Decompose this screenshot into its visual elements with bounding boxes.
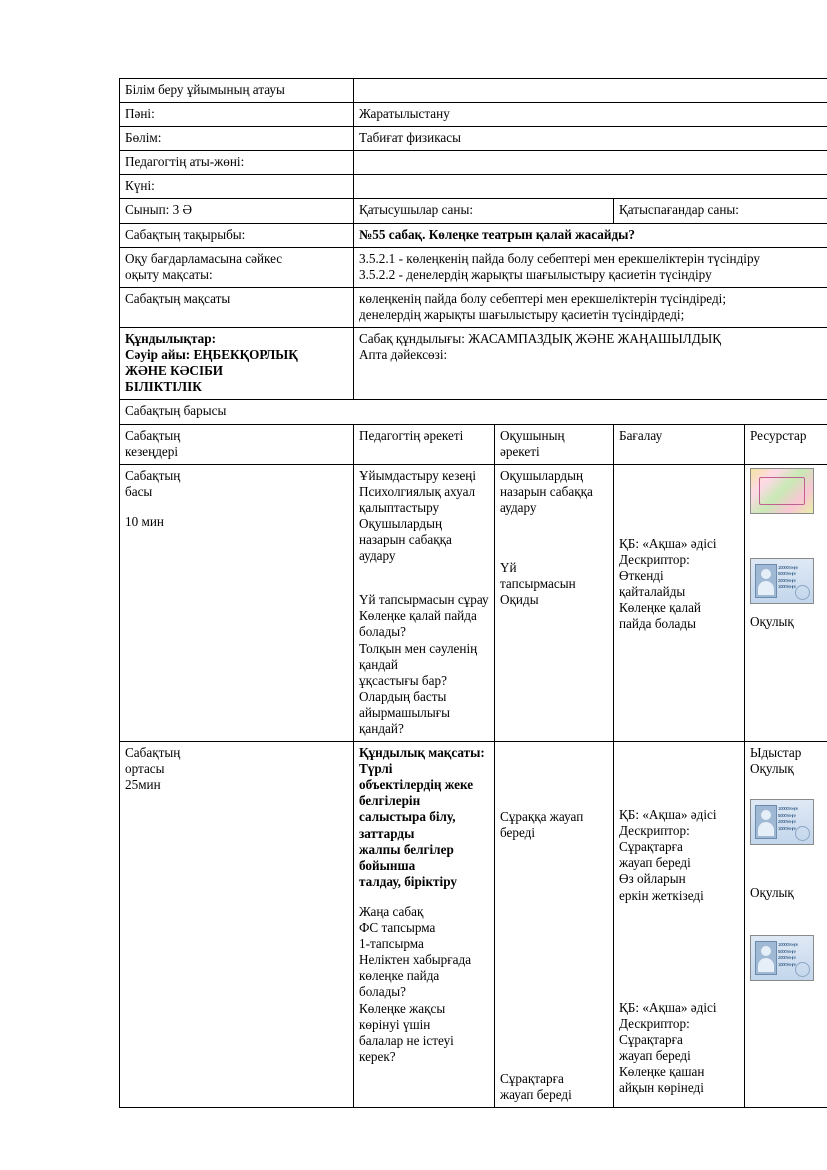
stage-middle-line-1: Сабақтың (125, 745, 181, 761)
teacher-middle-line-5: болады? (359, 984, 406, 1000)
resources-spacer (750, 514, 827, 558)
table-row-lesson-start (120, 464, 827, 741)
table-row-topic (120, 223, 827, 247)
assessment-line-1: ҚБ: «Ақша» әдісі (619, 535, 717, 551)
teacher-cell-middle (354, 742, 495, 1108)
student-line-6: Оқиды (500, 592, 539, 608)
stage-line-1: Сабақтың (125, 467, 181, 483)
denomination-2-4: 1000теңге (778, 825, 796, 831)
student-middle-line-4: жауап береді (500, 1087, 572, 1103)
values-label: Құндылықтар: (125, 331, 216, 347)
denomination-2-2: 5000теңге (778, 812, 796, 818)
denomination-3-1: 10000теңге (778, 942, 798, 948)
table-row-objectives (120, 247, 827, 287)
header-resources: Ресурстар (745, 424, 827, 464)
stage-cell-start (120, 464, 354, 741)
header-teacher-action: Педагогтің әрекеті (354, 424, 495, 464)
student-line-1: Оқушылардың (500, 467, 584, 483)
teacher-bold-line-5: талдау, біріктіру (359, 873, 457, 889)
student-cell-middle (495, 742, 614, 1108)
assessment-line-6: пайда болады (619, 616, 696, 632)
teacher-middle-line-1: Жаңа сабақ (359, 903, 424, 919)
goal-label: Сабақтың мақсаты (120, 287, 354, 327)
denomination-2-3: 2000теңге (778, 819, 796, 825)
table-row-values (120, 328, 827, 400)
week-motto-label: Апта дәйексөзі: (359, 347, 448, 363)
assessment-middle2-line-2: Дескриптор: (619, 1015, 690, 1031)
stage-middle-line-2: ортасы (125, 761, 165, 777)
lesson-value-cell (354, 328, 827, 400)
assessment-middle2-line-6: айқын көрінеді (619, 1080, 704, 1096)
header-student-line-1: Оқушының (500, 427, 565, 443)
table-row-class (120, 199, 827, 223)
student-line-5: тапсырмасын (500, 576, 576, 592)
student-line-2: назарын сабаққа (500, 483, 593, 499)
resource-label-textbook-2: Оқулық (750, 885, 794, 901)
portrait-icon (755, 564, 777, 598)
assessment-middle2-line-4: жауап береді (619, 1047, 691, 1063)
student-spacer (500, 516, 608, 560)
denomination-4: 1000теңге (778, 584, 796, 590)
teacher-value (354, 151, 827, 175)
stage-spacer (125, 500, 348, 514)
assessment-cell-start (614, 464, 745, 741)
subject-value: Жаратылыстану (354, 103, 827, 127)
student-middle-line-2: береді (500, 825, 536, 841)
objectives-value (354, 247, 827, 287)
assessment-middle-spacer-1 (619, 745, 739, 807)
teacher-line-3: Оқушылардың назарын сабаққа (359, 515, 452, 548)
stage-duration: 10 мин (125, 513, 164, 529)
teacher-label: Педагогтің аты-жөні: (120, 151, 354, 175)
teacher-middle-line-2: ФС тапсырма (359, 920, 436, 936)
assessment-line-5: Көлеңке қалай (619, 600, 701, 616)
denomination-2-1: 10000теңге (778, 806, 798, 812)
values-month-line-2: ЖӘНЕ КӘСІБИ (125, 363, 224, 379)
teacher-line-7: Толқын мен сәуленің қандай (359, 640, 478, 672)
resources-middle-spacer-1 (750, 777, 827, 799)
teacher-bold-line-4: жалпы белгілер бойынша (359, 841, 454, 873)
stamp-icon-3 (795, 962, 810, 977)
resources-cell-start (745, 464, 827, 741)
assessment-middle-line-1: ҚБ: «Ақша» әдісі (619, 807, 717, 823)
table-row-progress-title (120, 400, 827, 424)
teacher-bold-line-1: Құндылық мақсаты: Түрлі (359, 745, 485, 777)
resources-middle-spacer-2 (750, 845, 827, 885)
table-row-subject (120, 103, 827, 127)
teacher-bold-line-2: объектілердің жеке белгілерін (359, 777, 474, 809)
header-stage-line-1: Сабақтың (125, 427, 181, 443)
assessment-line-3: Өткенді (619, 567, 664, 583)
subject-label: Пәні: (120, 103, 354, 127)
table-row-goal (120, 287, 827, 327)
header-student-action (495, 424, 614, 464)
resource-label-textbook-1: Оқулық (750, 761, 794, 777)
header-stage (120, 424, 354, 464)
portrait-icon-2 (755, 805, 777, 839)
stamp-icon-2 (795, 826, 810, 841)
organization-value (354, 79, 827, 103)
assessment-spacer-2 (619, 512, 739, 536)
assessment-middle2-line-1: ҚБ: «Ақша» әдісі (619, 999, 717, 1015)
teacher-spacer (359, 564, 489, 592)
assessment-spacer (619, 468, 739, 512)
denomination-3: 2000теңге (778, 577, 796, 583)
topic-label: Сабақтың тақырыбы: (120, 223, 354, 247)
header-student-line-2: әрекеті (500, 443, 540, 459)
resources-cell-middle (745, 742, 827, 1108)
values-month-line-1: Сәуір айы: ЕҢБЕКҚОРЛЫҚ (125, 347, 298, 363)
objective-line-1: 3.5.2.1 - көлеңкенің пайда болу себептері мен ерекшеліктерін түсіндіру (359, 250, 760, 266)
stage-cell-middle (120, 742, 354, 1108)
date-label: Күні: (120, 175, 354, 199)
teacher-middle-spacer (359, 890, 489, 904)
class-label: Сынып: 3 Ә (120, 199, 354, 223)
student-line-4: Үй (500, 559, 517, 575)
objectives-label (120, 247, 354, 287)
absentees-label: Қатыспағандар саны: (614, 199, 827, 223)
teacher-line-8: ұқсастығы бар? (359, 672, 447, 688)
assessment-line-2: Дескриптор: (619, 551, 690, 567)
denomination-3-3: 2000теңге (778, 955, 796, 961)
student-middle-line-1: Сұраққа жауап (500, 809, 584, 825)
goal-value (354, 287, 827, 327)
assessment-middle-line-2: Дескриптор: (619, 823, 690, 839)
assessment-middle-line-5: Өз ойларын (619, 871, 686, 887)
stage-line-2: басы (125, 483, 153, 499)
lesson-value-label: Сабақ құндылығы: ЖАСАМПАЗДЫҚ ЖӘНЕ ЖАҢАШЫЛДЫҚ (359, 331, 722, 347)
teacher-middle-line-7: балалар не істеуі керек? (359, 1032, 454, 1064)
table-row-lesson-middle (120, 742, 827, 1108)
student-middle-spacer-1 (500, 745, 608, 809)
student-cell-start (495, 464, 614, 741)
tenge-banknote-icon-2 (750, 799, 814, 845)
teacher-line-2: Психолгиялық ахуал қалыптастыру (359, 483, 476, 515)
objectives-label-line-2: оқыту мақсаты: (125, 266, 213, 282)
resource-label-textbook: Оқулық (750, 613, 794, 629)
teacher-line-6: Көлеңке қалай пайда болады? (359, 608, 477, 640)
resources-middle-spacer-3 (750, 901, 827, 935)
objectives-label-line-1: Оқу бағдарламасына сәйкес (125, 250, 283, 266)
table-row-teacher (120, 151, 827, 175)
table-row-section (120, 127, 827, 151)
objective-line-2: 3.5.2.2 - денелердің жарықты шағылыстыру қасиетін түсіндіру (359, 266, 712, 282)
denomination-3-2: 5000теңге (778, 948, 796, 954)
assessment-middle-spacer-2 (619, 904, 739, 1000)
portrait-icon-3 (755, 941, 777, 975)
progress-label: Сабақтың барысы (120, 400, 827, 424)
table-row-date (120, 175, 827, 199)
teacher-middle-line-3: 1-тапсырма (359, 936, 424, 952)
lesson-plan-document (119, 78, 827, 1108)
student-middle-line-3: Сұрақтарға (500, 1071, 564, 1087)
tenge-banknote-icon (750, 558, 814, 604)
stage-middle-duration: 25мин (125, 777, 161, 793)
assessment-cell-middle (614, 742, 745, 1108)
values-month-line-3: БІЛІКТІЛІК (125, 379, 202, 395)
stamp-icon (795, 585, 810, 600)
teacher-line-5: Үй тапсырмасын сұрау (359, 592, 489, 608)
teacher-bold-line-3: салыстыра білу, заттарды (359, 809, 456, 841)
teacher-middle-line-4: Неліктен хабырғада көлеңке пайда (359, 952, 472, 984)
teacher-line-1: Ұйымдастыру кезеңі (359, 467, 477, 483)
values-label-cell (120, 328, 354, 400)
assessment-middle-line-6: еркін жеткізеді (619, 887, 704, 903)
tenge-banknote-icon-3 (750, 935, 814, 981)
denomination-3-4: 1000теңге (778, 961, 796, 967)
student-line-3: аудару (500, 499, 537, 515)
assessment-middle2-line-5: Көлеңке қашан (619, 1064, 705, 1080)
table-row-organization (120, 79, 827, 103)
teacher-line-10: қандай? (359, 721, 404, 736)
header-assessment: Бағалау (614, 424, 745, 464)
goal-line-2: денелердің жарықты шағылыстыру қасиетін түсіндірдеді; (359, 306, 685, 322)
denomination-2: 5000теңге (778, 571, 796, 577)
assessment-line-4: қайталайды (619, 583, 686, 599)
resource-label-dishes: Ыдыстар (750, 745, 802, 761)
section-label: Бөлім: (120, 127, 354, 151)
student-middle-spacer-2 (500, 841, 608, 1071)
header-stage-line-2: кезеңдері (125, 443, 179, 459)
attendees-label: Қатысушылар саны: (354, 199, 614, 223)
organization-label: Білім беру ұйымының атауы (120, 79, 354, 103)
assessment-middle2-line-3: Сұрақтарға (619, 1031, 683, 1047)
teacher-cell-start (354, 464, 495, 741)
banknote-icon (750, 468, 814, 514)
assessment-middle-line-3: Сұрақтарға (619, 839, 683, 855)
section-value: Табиғат физикасы (354, 127, 827, 151)
teacher-line-9: Олардың басты айырмашылығы (359, 688, 450, 720)
lesson-plan-table (119, 78, 827, 1108)
goal-line-1: көлеңкенің пайда болу себептері мен ерекшеліктерін түсіндіреді; (359, 290, 727, 306)
teacher-middle-line-6: Көлеңке жақсы көрінуі үшін (359, 1000, 446, 1032)
values-spacer (359, 363, 827, 377)
denomination-1: 10000теңге (778, 564, 798, 570)
table-row-column-headers (120, 424, 827, 464)
date-value (354, 175, 827, 199)
topic-value: №55 сабақ. Көлеңке театрын қалай жасайды? (354, 223, 827, 247)
teacher-line-4: аудару (359, 548, 396, 564)
assessment-middle-line-4: жауап береді (619, 855, 691, 871)
